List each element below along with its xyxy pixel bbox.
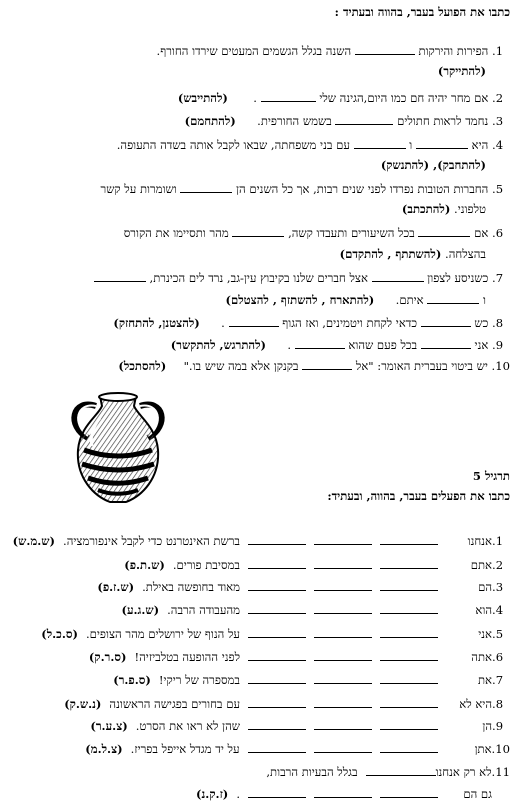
sentence-text: . [236, 787, 240, 801]
subject-pronoun: הם [478, 580, 492, 594]
ex4-item-8: 8. כש כדאי לקחת ויטמינים, ואז הגוף . (להצטנן, להתחזק) [113, 316, 504, 330]
answer-blank[interactable] [380, 534, 438, 545]
subject-pronoun: אני [478, 627, 492, 641]
ex5-item [8, 765, 510, 779]
item-number: 1. [492, 534, 504, 548]
verb-root: (צ.ע.ר) [90, 719, 128, 733]
answer-blank[interactable] [314, 787, 372, 798]
verb-root: (ז.ק.נ) [196, 787, 229, 801]
sentence-text: על יד מגדל אייפל בפריז. [130, 742, 240, 756]
item-number: 6. [492, 650, 504, 664]
answer-blank[interactable] [335, 114, 393, 125]
answer-blank[interactable] [248, 697, 306, 708]
answer-blank[interactable] [248, 580, 306, 591]
ex4-item-9: 9. אני בכל פעם שהוא . (להתרגש, להתקשר) [170, 338, 504, 352]
answer-blank[interactable] [261, 91, 316, 102]
ex5-item [8, 697, 510, 711]
answer-blank[interactable] [314, 580, 372, 591]
answer-blank[interactable] [314, 719, 372, 730]
ex5-item [8, 719, 510, 733]
ex5-instruction: כתבו את הפעלים בעבר, בהווה, ובעתיד: [327, 489, 510, 503]
subject-pronoun: גם הם [463, 787, 492, 801]
verb-root: (צ.ל.מ) [85, 742, 123, 756]
answer-blank[interactable] [380, 697, 438, 708]
answer-blank[interactable] [380, 787, 438, 798]
ex4-instruction: כתבו את הפועל בעבר, בהווה ובעתיד : [334, 5, 510, 19]
sentence-text: שהן לא ראו את הסרט. [135, 719, 240, 733]
ex4-item-4-hint: (להתחבק), (להתנשק) [380, 158, 486, 172]
subject-pronoun: אנחנו [467, 534, 492, 548]
answer-blank[interactable] [248, 719, 306, 730]
answer-blank[interactable] [380, 742, 438, 753]
ex4-item-10: 10. יש ביטוי בעברית האומר: "אל בקנקן אלא במה שיש בו." (להסתכל) [118, 359, 510, 373]
answer-blank[interactable] [418, 226, 470, 237]
answer-blank[interactable] [416, 138, 468, 149]
item-number: 5. [492, 627, 504, 641]
subject-pronoun: הן [482, 719, 492, 733]
verb-root: (ש.ג.ע) [121, 603, 160, 617]
subject-pronoun: את [477, 673, 492, 687]
answer-blank[interactable] [314, 603, 372, 614]
answer-blank[interactable] [180, 182, 232, 193]
answer-blank[interactable] [232, 226, 284, 237]
answer-blank[interactable] [355, 44, 415, 55]
ex5-item [8, 558, 510, 572]
verb-root: (ס.ר.ק) [88, 650, 127, 664]
subject-pronoun: לא רק אנחנו [435, 765, 492, 779]
answer-blank[interactable] [314, 627, 372, 638]
item-number: 7. [492, 673, 504, 687]
answer-blank[interactable] [380, 673, 438, 684]
answer-blank[interactable] [295, 338, 345, 349]
subject-pronoun: אתם [470, 558, 492, 572]
ex4-item-6: 6. אם בכל השיעורים ותעבדו קשה, מהר ותסיימו את הקורס [123, 226, 504, 240]
verb-root: (נ.ש.ק) [64, 697, 102, 711]
subject-pronoun: הוא [475, 603, 492, 617]
item-number: 8. [492, 697, 504, 711]
verb-root: (ש.ז.פ) [97, 580, 135, 594]
ex4-item-7-cont: ו איתם. (להתארח , להשתזף , להצטלם) [225, 293, 486, 307]
answer-blank[interactable] [380, 719, 438, 730]
answer-blank[interactable] [421, 338, 471, 349]
answer-blank[interactable] [380, 580, 438, 591]
answer-blank[interactable] [380, 650, 438, 661]
item-number: 4. [492, 603, 504, 617]
ex5-item [8, 742, 510, 756]
ex5-title: תרגיל 5 [472, 469, 510, 483]
ex5-item [8, 534, 510, 548]
answer-blank[interactable] [248, 742, 306, 753]
ex5-item [8, 650, 510, 664]
verb-root: (ש.מ.ש) [12, 534, 56, 548]
ex5-item [8, 673, 510, 687]
ex4-item-1-hint: (להתייקר) [437, 64, 486, 78]
answer-blank[interactable] [94, 271, 146, 282]
subject-pronoun: היא לא [459, 697, 492, 711]
answer-blank[interactable] [380, 627, 438, 638]
verb-root: (ס.פ.ר) [113, 673, 151, 687]
ex4-item-2: 2. אם מחר יהיה חם כמו היום,הגינה שלי . (להתייבש) [177, 91, 504, 105]
answer-blank[interactable] [248, 558, 306, 569]
sentence-text: לפני ההופעה בטלביזיה! [134, 650, 240, 664]
ex4-item-4: 4. היא ו עם בני משפחתה, שבאו לקבל אותה בשדה התעופה. [116, 138, 504, 152]
answer-blank[interactable] [248, 787, 306, 798]
ex5-item [8, 603, 510, 617]
item-number: 2. [492, 558, 504, 572]
answer-blank[interactable] [248, 650, 306, 661]
answer-blank[interactable] [302, 359, 352, 370]
sentence-text: במסיבת פורים. [172, 558, 240, 572]
answer-blank[interactable] [229, 316, 279, 327]
item-number: 3. [492, 580, 504, 594]
ex4-item-1: 1. הפירות והירקות השנה בגלל הגשמים המעטים שירדו החורף. [156, 44, 504, 58]
item-number: 9. [492, 719, 504, 733]
answer-blank[interactable] [248, 673, 306, 684]
answer-blank[interactable] [248, 603, 306, 614]
ex4-item-5-cont: טלפוני. (להתכתב) [401, 202, 486, 216]
answer-blank[interactable] [314, 534, 372, 545]
sentence-text: במספרה של ריקי! [158, 673, 240, 687]
sentence-text: עם בחורים בפגישה הראשונה [109, 697, 240, 711]
answer-blank[interactable] [354, 138, 406, 149]
answer-blank[interactable] [248, 627, 306, 638]
sentence-text: מאוד בחופשה באילת. [142, 580, 240, 594]
answer-blank[interactable] [380, 558, 438, 569]
sentence-text: בגלל הבעיות הרבות, [266, 765, 358, 779]
ex5-item [8, 627, 510, 641]
answer-blank[interactable] [366, 765, 436, 776]
answer-blank[interactable] [314, 697, 372, 708]
answer-blank[interactable] [314, 558, 372, 569]
ex4-item-6-cont: בהצלחה. (להשתתף , להתקדם) [339, 247, 486, 261]
answer-blank[interactable] [248, 534, 306, 545]
sentence-text: מהעבודה הרבה. [167, 603, 240, 617]
answer-blank[interactable] [314, 673, 372, 684]
subject-pronoun: אתה [471, 650, 492, 664]
ex4-item-3: 3. נחמד לראות חתולים בשמש החורפית. (להתחמם) [184, 114, 504, 128]
verb-root: (ש.ת.פ) [124, 558, 165, 572]
item-number: 11. [491, 765, 510, 779]
subject-pronoun: אתן [474, 742, 492, 756]
answer-blank[interactable] [314, 650, 372, 661]
sentence-text: ברשת האינטרנט כדי לקבל אינפורמציה. [63, 534, 240, 548]
answer-blank[interactable] [421, 316, 471, 327]
answer-blank[interactable] [314, 742, 372, 753]
ex5-item [8, 787, 510, 801]
answer-blank[interactable] [427, 293, 479, 304]
item-number: 10. [491, 742, 510, 756]
ex4-item-5: 5. החברות הטובות נפרדו לפני שנים רבות, אך כל השנים הן ושומרות על קשר [100, 182, 504, 196]
ex4-item-7: 7. כשניסע לצפון אצל חברים שלנו בקיבוץ עין-גב, נרד לים הכינרת, [8, 271, 510, 285]
ex5-item [8, 580, 510, 594]
verb-root: (ס.כ.ל) [41, 627, 78, 641]
answer-blank[interactable] [372, 271, 424, 282]
sentence-text: על הנוף של ירושלים מהר הצופים. [85, 627, 240, 641]
answer-blank[interactable] [380, 603, 438, 614]
